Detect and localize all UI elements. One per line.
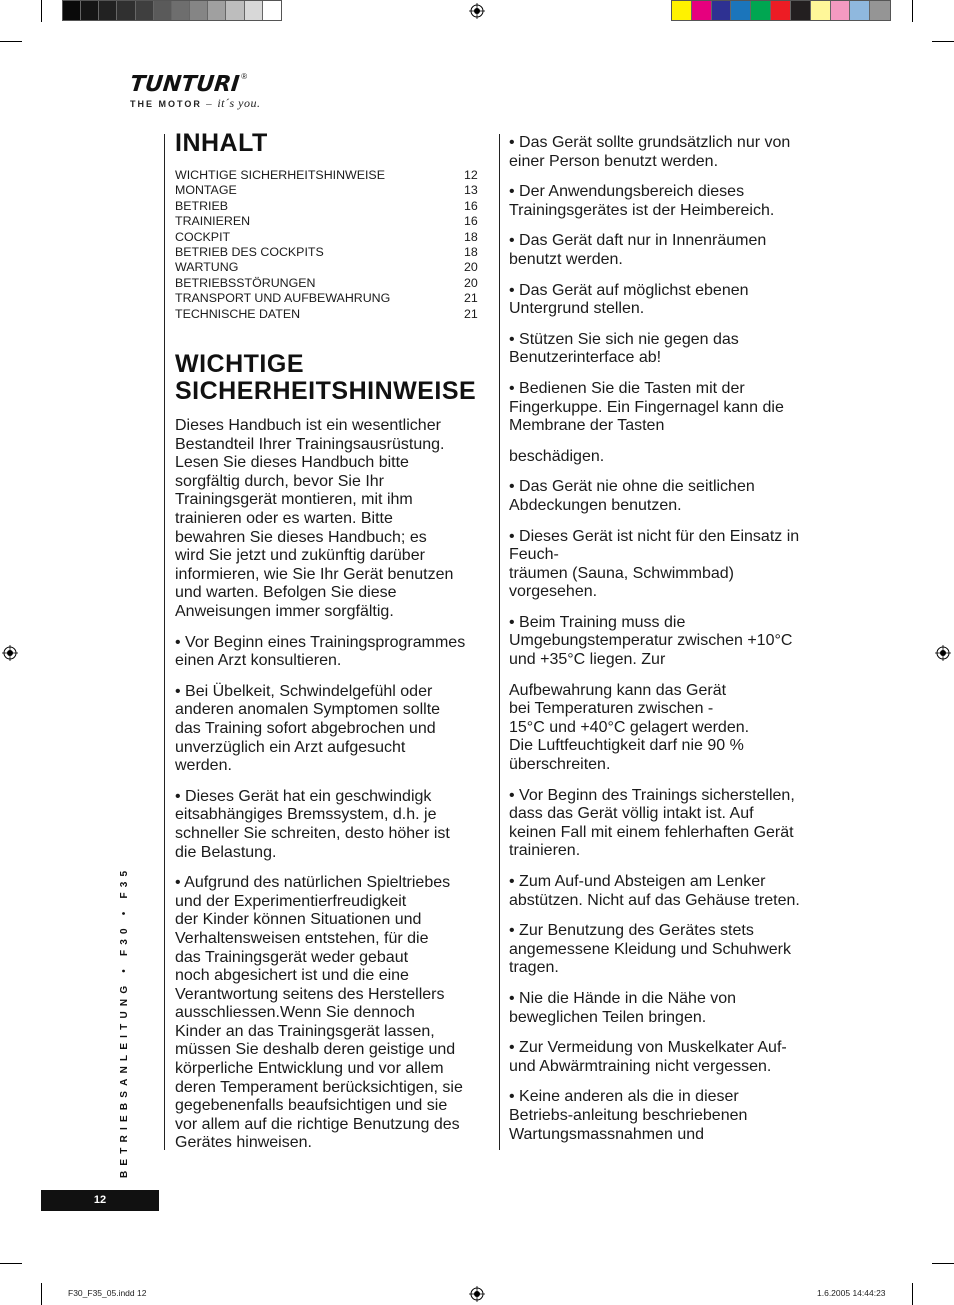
body-paragraph: • Dieses Gerät hat ein geschwindigk eitsabhängiges Bremssystem, d.h. je schneller Sie schreiten, desto höher ist die Belastung.: [175, 787, 450, 861]
registration-mark-icon: [935, 645, 951, 661]
right-column: [509, 134, 829, 1156]
footer-timestamp: 1.6.2005 14:44:23: [817, 1288, 886, 1298]
body-paragraph: • Das Gerät nie ohne die seitlichen Abdeckungen benutzen.: [509, 478, 755, 514]
color-swatch: [81, 1, 99, 20]
crop-mark: [912, 1283, 913, 1305]
sidebar-title: BETRIEBSANLEITUNG • F30 • F35: [119, 865, 130, 1178]
brand-tagline: [130, 96, 290, 111]
toc-item-label: BETRIEB DES COCKPITS: [175, 245, 324, 260]
color-swatch: [263, 1, 281, 20]
color-swatch: [136, 1, 154, 20]
toc-item-page: 20: [464, 260, 478, 275]
brand-name: TUNTURI: [128, 72, 241, 97]
color-swatch: [850, 1, 870, 20]
body-paragraph: • Vor Beginn des Trainings sicherstellen, dass das Gerät völlig intakt ist. Auf keinen Fall mit einem fehlerhaften Gerät trainieren.: [509, 786, 795, 860]
color-swatch: [154, 1, 172, 20]
color-swatch: [712, 1, 732, 20]
color-swatch: [672, 1, 692, 20]
body-paragraph: • Stützen Sie sich nie gegen das Benutzerinterface ab!: [509, 330, 739, 367]
tagline-italic: it´s you.: [217, 96, 261, 110]
toc-item-label: BETRIEBSSTÖRUNGEN: [175, 275, 316, 290]
body-paragraph: • Zur Vermeidung von Muskelkater Auf- und Abwärmtraining nicht vergessen.: [509, 1039, 787, 1075]
body-paragraph: • Das Gerät daft nur in Innenräumen benutzt werden.: [509, 232, 767, 268]
toc-item: [175, 291, 490, 306]
color-swatch: [692, 1, 712, 20]
body-paragraph: • Das Gerät sollte grundsätzlich nur von einer Person benutzt werden.: [509, 134, 791, 170]
color-swatch: [117, 1, 135, 20]
body-paragraph: • Bedienen Sie die Tasten mit der Fingerkuppe. Ein Fingernagel kann die Membrane der Tasten: [509, 379, 784, 435]
toc-item: [175, 307, 490, 322]
body-paragraph: • Nie die Hände in die Nähe von beweglichen Teilen bringen.: [509, 989, 737, 1026]
body-paragraph: Dieses Handbuch ist ein wesentlicher Bestandteil Ihrer Trainingsausrüstung. Lesen Sie dieses Handbuch bitte sorgfältig durch, bevor Sie Ihr Trainingsgerät montieren, mit ihm trainieren oder es warten. Bitte bewahren Sie dieses Handbuch; es wird Sie jetzt und zukünftig darüber informieren, wie Sie Ihr Gerät benutzen und warten. Befolgen Sie diese Anweisungen immer sorgfältig.: [175, 417, 454, 620]
crop-mark: [932, 1263, 954, 1264]
crop-mark: [932, 41, 954, 42]
color-swatch: [245, 1, 263, 20]
toc-item-page: 12: [464, 168, 478, 182]
toc-item-label: BETRIEB: [175, 198, 229, 213]
color-swatch: [190, 1, 208, 20]
crop-mark: [0, 41, 22, 42]
safety-title: [175, 351, 490, 405]
safety-title-line1: WICHTIGE: [175, 350, 304, 379]
toc-item: [175, 276, 490, 291]
registered-mark: ®: [241, 72, 248, 81]
body-paragraph: • Dieses Gerät ist nicht für den Einsatz in Feuch- träumen (Sauna, Schwimmbad) vorgesehen.: [509, 527, 800, 601]
body-paragraph: • Beim Training muss die Umgebungstemperatur zwischen +10°C und +35°C liegen. Zur: [509, 613, 793, 669]
body-paragraph: beschädigen.: [509, 447, 605, 465]
crop-mark: [41, 0, 42, 22]
toc-item-page: 20: [464, 275, 478, 290]
color-swatch: [99, 1, 117, 20]
crop-mark: [0, 1263, 22, 1264]
registration-mark-icon: [469, 1286, 485, 1302]
column-rule-middle: [499, 134, 500, 1150]
toc-item: [175, 183, 490, 198]
body-paragraph: • Bei Übelkeit, Schwindelgefühl oder anderen anomalen Symptomen sollte das Training sofort abgebrochen und unverzüglich ein Arzt aufgesucht werden.: [175, 682, 441, 775]
safety-right-text: [509, 134, 829, 1144]
color-swatch: [172, 1, 190, 20]
color-swatch: [63, 1, 81, 20]
toc-item: [175, 214, 490, 229]
color-swatch: [811, 1, 831, 20]
color-swatch: [731, 1, 751, 20]
tagline-caps: THE MOTOR: [130, 99, 202, 109]
toc-item-page: 21: [464, 306, 478, 321]
registration-mark-icon: [2, 645, 18, 661]
safety-left-text: [175, 417, 490, 1153]
body-paragraph: • Zur Benutzung des Gerätes stets angemessene Kleidung und Schuhwerk tragen.: [509, 922, 791, 977]
toc-item: [175, 168, 490, 183]
toc-item-label: TECHNISCHE DATEN: [175, 306, 301, 321]
body-paragraph: • Keine anderen als die in dieser Betriebs-anleitung beschriebenen Wartungsmassnahmen und: [509, 1088, 748, 1143]
color-swatch: [751, 1, 771, 20]
body-paragraph: • Der Anwendungsbereich dieses Trainingsgerätes ist der Heimbereich.: [509, 183, 775, 219]
left-column: [175, 130, 490, 1165]
process-color-bar: [671, 0, 891, 21]
toc-item: [175, 199, 490, 214]
crop-mark: [912, 0, 913, 22]
color-swatch: [831, 1, 851, 20]
toc-item: [175, 230, 490, 245]
toc-item-label: WARTUNG: [175, 260, 239, 275]
safety-title-line2: SICHERHEITSHINWEISE: [175, 377, 477, 406]
color-swatch: [870, 1, 890, 20]
toc-item-page: 18: [464, 229, 478, 244]
toc-item-page: 16: [464, 214, 478, 229]
footer-file: F30_F35_05.indd 12: [68, 1288, 147, 1298]
registration-mark-icon: [469, 3, 485, 19]
toc-item-label: COCKPIT: [175, 229, 231, 244]
toc-item-label: TRAINIEREN: [175, 214, 251, 229]
color-swatch: [771, 1, 791, 20]
gray-color-bar: [62, 0, 282, 21]
page-number: 12: [41, 1190, 159, 1211]
body-paragraph: • Zum Auf-und Absteigen am Lenker abstützen. Nicht auf das Gehäuse treten.: [509, 873, 800, 909]
column-rule-left: [164, 134, 165, 1150]
color-swatch: [791, 1, 811, 20]
toc-item-label: WICHTIGE SICHERHEITSHINWEISE: [175, 168, 385, 182]
brand-logo: [130, 72, 290, 111]
body-paragraph: • Das Gerät auf möglichst ebenen Untergrund stellen.: [509, 281, 749, 318]
toc-item: [175, 260, 490, 275]
toc-item-label: MONTAGE: [175, 183, 237, 198]
toc-item: [175, 245, 490, 260]
crop-mark: [41, 1283, 42, 1305]
body-paragraph: Aufbewahrung kann das Gerät bei Temperaturen zwischen - 15°C und +40°C gelagert werden. Die Luftfeuchtigkeit darf nie 90 % überschreiten.: [509, 681, 750, 774]
toc-title: INHALT: [175, 129, 268, 157]
tagline-dash: –: [201, 98, 218, 110]
toc-item-page: 18: [464, 245, 478, 260]
toc-item-page: 21: [464, 291, 478, 306]
body-paragraph: • Aufgrund des natürlichen Spieltriebes und der Experimentierfreudigkeit der Kinder können Situationen und Verhaltensweisen entstehen, für die das Trainingsgerät weder gebaut noch abgesichert ist und die eine Verantwortung seitens des Herstellers ausschliessen.Wenn Sie dennoch Kinder an das Trainingsgerät lassen, müssen Sie deshalb deren geistige und körperliche Entwicklung und vor allem deren Temperament berücksichtigen, sie gegebenenfalls beaufsichtigen und sie vor allem auf die richtige Benutzung des Gerätes hinweisen.: [175, 874, 463, 1152]
toc-list: [175, 168, 490, 322]
toc-item-page: 13: [464, 183, 478, 198]
toc-item-label: TRANSPORT UND AUFBEWAHRUNG: [175, 291, 391, 306]
toc-item-page: 16: [464, 198, 478, 213]
color-swatch: [226, 1, 244, 20]
color-swatch: [208, 1, 226, 20]
body-paragraph: • Vor Beginn eines Trainingsprogrammes einen Arzt konsultieren.: [175, 633, 466, 670]
